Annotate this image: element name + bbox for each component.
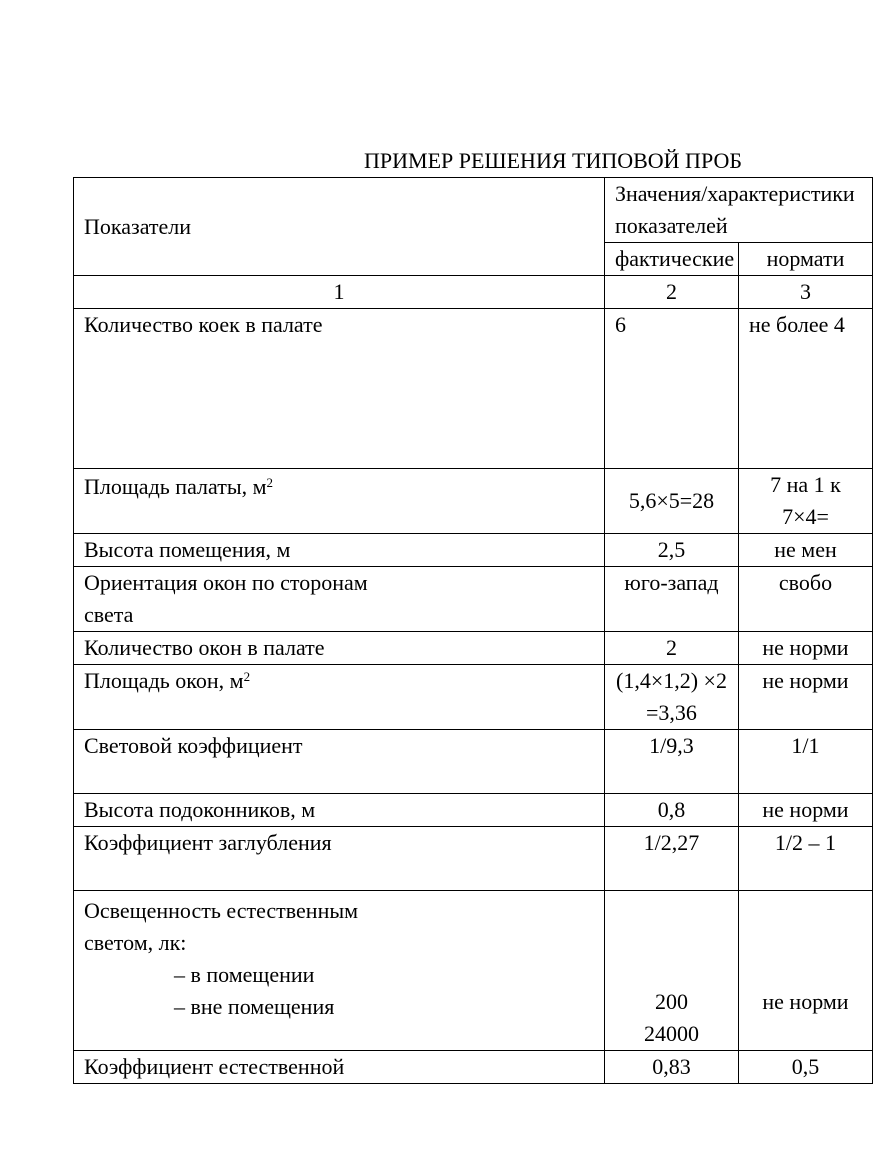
row-indicator-text: Площадь палаты, м [84, 474, 267, 499]
row-actual: 2,5 [604, 534, 738, 567]
row-indicator [74, 469, 605, 534]
row-actual: 1/9,3 [604, 730, 738, 794]
row-indicator-text: Площадь окон, м [84, 668, 244, 693]
row-actual [604, 665, 738, 730]
row-actual: 1/2,27 [604, 827, 738, 891]
indicators-table [73, 177, 873, 1084]
table-row [74, 1051, 873, 1084]
header-normative: нормати [738, 243, 872, 276]
row-indicator-line1: Освещенность естественным [84, 898, 359, 923]
row-normative: 1/1 [738, 730, 872, 794]
row-indicator-line2: света [84, 602, 134, 627]
row-actual [604, 891, 738, 1051]
row-indicator: Коэффициент естественной [74, 1051, 605, 1084]
row-indicator-sub-outside: – вне помещения [174, 994, 335, 1019]
row-actual-line2: 24000 [643, 1021, 699, 1046]
row-indicator-sub-inside: – в помещении [174, 962, 315, 987]
table-row [74, 632, 873, 665]
row-normative-line2: 7×4= [782, 504, 829, 529]
row-indicator [74, 891, 605, 1051]
table-row [74, 534, 873, 567]
table-row [74, 730, 873, 794]
row-indicator: Высота помещения, м [74, 534, 605, 567]
row-actual: 6 [604, 309, 738, 469]
row-normative: не более 4 [738, 309, 872, 469]
page-title: ПРИМЕР РЕШЕНИЯ ТИПОВОЙ ПРОБ [364, 148, 742, 173]
table-row [74, 794, 873, 827]
header-indicators [74, 178, 605, 276]
column-number: 3 [738, 276, 872, 309]
row-indicator [74, 567, 605, 632]
header-values [604, 178, 872, 243]
row-normative: свобо [738, 567, 872, 632]
table-row [74, 309, 873, 469]
row-normative: не норми [738, 794, 872, 827]
table-row [74, 891, 873, 1051]
row-indicator [74, 665, 605, 730]
row-indicator: Количество коек в палате [74, 309, 605, 469]
header-actual: фактические [604, 243, 738, 276]
superscript: 2 [266, 475, 274, 490]
table-row [74, 827, 873, 891]
row-actual: 5,6×5=28 [604, 469, 738, 534]
row-actual: юго-запад [604, 567, 738, 632]
row-actual-line2: =3,36 [646, 700, 697, 725]
table-row [74, 567, 873, 632]
table-row [74, 469, 873, 534]
table-header-row [74, 178, 873, 243]
row-normative-line1: 7 на 1 к [770, 472, 841, 497]
row-normative: не мен [738, 534, 872, 567]
row-actual-line1: 200 [654, 989, 688, 1014]
column-number: 2 [604, 276, 738, 309]
row-normative: не норми [738, 632, 872, 665]
row-indicator: Световой коэффициент [74, 730, 605, 794]
column-number: 1 [74, 276, 605, 309]
row-indicator-line1: Ориентация окон по сторонам [84, 570, 368, 595]
row-indicator: Коэффициент заглубления [74, 827, 605, 891]
row-normative: 0,5 [738, 1051, 872, 1084]
row-actual: 0,8 [604, 794, 738, 827]
table-row [74, 665, 873, 730]
row-actual: 0,83 [604, 1051, 738, 1084]
header-values-line2: показателей [614, 213, 728, 238]
superscript: 2 [243, 669, 251, 684]
row-indicator-line2: светом, лк: [84, 930, 187, 955]
column-numbers-row [74, 276, 873, 309]
row-indicator: Высота подоконников, м [74, 794, 605, 827]
row-normative: не норми [738, 665, 872, 730]
row-normative: не норми [738, 891, 872, 1051]
row-actual: 2 [604, 632, 738, 665]
row-normative [738, 469, 872, 534]
header-indicators-label: Показатели [84, 213, 192, 239]
header-values-line1: Значения/характеристики [614, 181, 855, 206]
row-indicator: Количество окон в палате [74, 632, 605, 665]
row-actual-line1: (1,4×1,2) ×2 [616, 668, 727, 693]
row-normative: 1/2 – 1 [738, 827, 872, 891]
